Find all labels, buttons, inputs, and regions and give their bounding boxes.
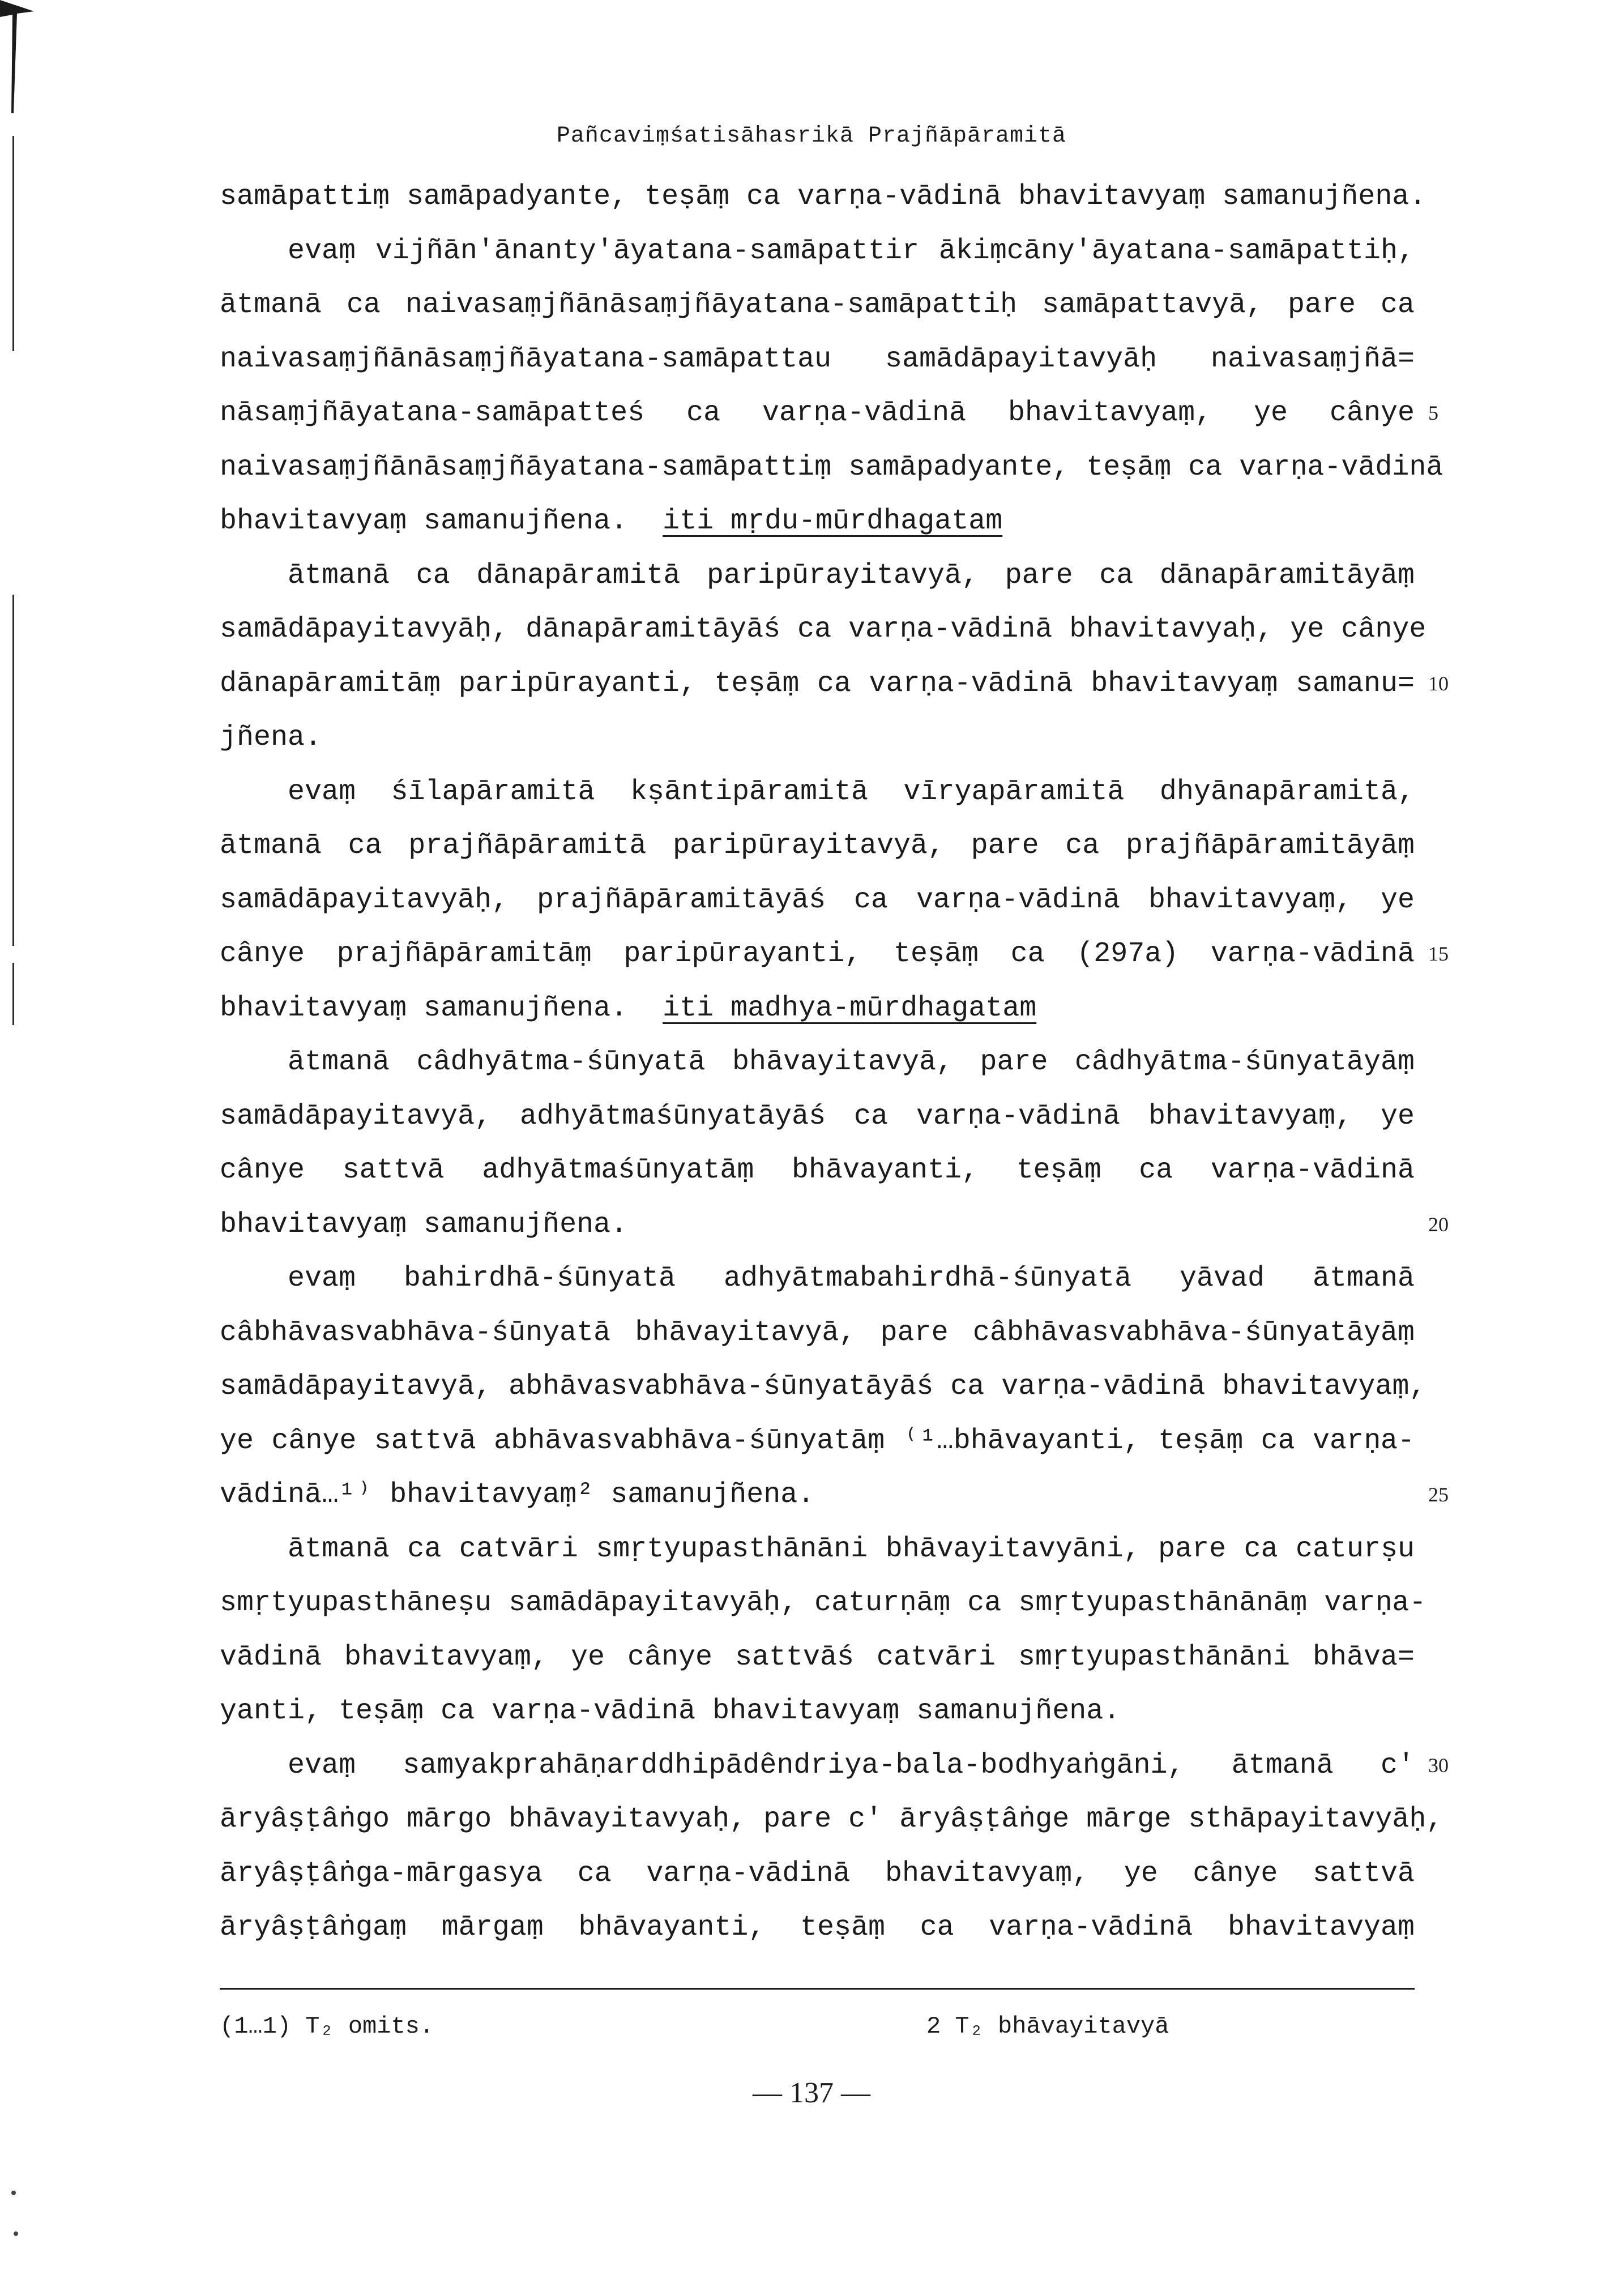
- text-line: [288, 775, 1415, 809]
- footnote-rule: [220, 1988, 1415, 1990]
- line-number: 5: [1428, 402, 1438, 424]
- line-text: āryâṣṭâṅgo mārgo bhāvayitavyaḥ, pare c' āryâṣṭâṅge mārge sthāpayitavyāḥ,: [220, 1803, 1443, 1836]
- binding-shadow: [12, 963, 14, 1025]
- line-number: 30: [1428, 1754, 1449, 1777]
- text-line: [288, 1045, 1415, 1079]
- section-marker: iti madhya-mūrdhagatam: [663, 992, 1037, 1025]
- line-text: evaṃ śīlapāramitā kṣāntipāramitā vīryapāramitā dhyānapāramitā,: [288, 776, 1415, 808]
- line-text: āryâṣṭâṅgaṃ mārgaṃ bhāvayanti, teṣāṃ ca varṇa-vādinā bhavitavyaṃ: [220, 1911, 1415, 1944]
- text-line: [220, 1695, 1415, 1729]
- line-text: cânye prajñāpāramitāṃ paripūrayanti, teṣāṃ ca (297a) varṇa-vādinā: [220, 938, 1415, 970]
- text-line: [220, 1586, 1426, 1620]
- page-speck: [11, 2191, 16, 2195]
- text-line: [220, 396, 1415, 430]
- text-line: [288, 1262, 1415, 1296]
- line-text: bhavitavyaṃ samanujñena.: [220, 1209, 628, 1241]
- line-text: ātmanā ca catvāri smṛtyupasthānāni bhāvayitavyāni, pare ca caturṣu: [288, 1533, 1415, 1565]
- line-number: 15: [1428, 942, 1449, 965]
- text-line: [220, 1370, 1426, 1404]
- line-text: câbhāvasvabhāva-śūnyatā bhāvayitavyā, pare câbhāvasvabhāva-śūnyatāyāṃ: [220, 1317, 1415, 1349]
- line-text: yanti, teṣāṃ ca varṇa-vādinā bhavitavyaṃ samanujñena.: [220, 1695, 1121, 1727]
- binding-shadow: [12, 136, 14, 351]
- text-line: [288, 234, 1415, 268]
- line-text: naivasaṃjñānāsaṃjñāyatana-samāpattau samādāpayitavyāḥ naivasaṃjñā=: [220, 343, 1415, 375]
- footnote-2: 2 T₂ bhāvayitavyā: [926, 2013, 1169, 2040]
- text-line: [220, 1857, 1415, 1891]
- line-text: āryâṣṭâṅga-mārgasya ca varṇa-vādinā bhavitavyaṃ, ye cânye sattvā: [220, 1858, 1415, 1890]
- line-text: ātmanā ca prajñāpāramitā paripūrayitavyā, pare ca prajñāpāramitāyāṃ: [220, 830, 1415, 862]
- line-text: evaṃ samyakprahāṇarddhipādêndriya-bala-bodhyaṅgāni, ātmanā c': [288, 1749, 1415, 1782]
- text-line: [220, 1100, 1415, 1134]
- line-text: bhavitavyaṃ samanujñena.: [220, 992, 628, 1025]
- line-text: dānapāramitāṃ paripūrayanti, teṣāṃ ca varṇa-vādinā bhavitavyaṃ samanu=: [220, 668, 1415, 700]
- page-corner-mark: [0, 0, 34, 113]
- line-text: samādāpayitavyā, abhāvasvabhāva-śūnyatāyāś ca varṇa-vādinā bhavitavyaṃ,: [220, 1371, 1426, 1403]
- line-text: samādāpayitavyāḥ, prajñāpāramitāyāś ca varṇa-vādinā bhavitavyaṃ, ye: [220, 884, 1415, 916]
- line-text: vādinā bhavitavyaṃ, ye cânye sattvāś catvāri smṛtyupasthānāni bhāva=: [220, 1641, 1415, 1674]
- line-text: naivasaṃjñānāsaṃjñāyatana-samāpattiṃ samāpadyante, teṣāṃ ca varṇa-vādinā: [220, 451, 1443, 484]
- section-marker: iti mṛdu-mūrdhagatam: [663, 505, 1003, 537]
- text-line: [220, 1208, 1415, 1242]
- text-line: [220, 505, 1415, 539]
- text-line: [220, 1803, 1443, 1837]
- text-line: [220, 937, 1415, 971]
- text-line: [220, 1424, 1415, 1458]
- line-text: ātmanā ca dānapāramitā paripūrayitavyā, pare ca dānapāramitāyāṃ: [288, 560, 1415, 592]
- text-line: [288, 1533, 1415, 1567]
- text-line: [220, 1316, 1415, 1350]
- text-line: [220, 288, 1415, 322]
- line-number: 10: [1428, 672, 1449, 695]
- line-text: bhavitavyaṃ samanujñena.: [220, 505, 628, 537]
- line-text: samādāpayitavyā, adhyātmaśūnyatāyāś ca varṇa-vādinā bhavitavyaṃ, ye: [220, 1100, 1415, 1133]
- text-line: [220, 1641, 1415, 1675]
- text-line: [288, 559, 1415, 593]
- binding-shadow: [12, 595, 14, 946]
- line-text: samādāpayitavyāḥ, dānapāramitāyāś ca varṇa-vādinā bhavitavyaḥ, ye cânye: [220, 613, 1426, 646]
- text-line: [220, 451, 1443, 485]
- line-number: 25: [1428, 1483, 1449, 1506]
- line-text: nāsaṃjñāyatana-samāpatteś ca varṇa-vādinā bhavitavyaṃ, ye cânye: [220, 397, 1415, 429]
- text-line: [220, 180, 1426, 214]
- page-number: — 137 —: [753, 2077, 870, 2109]
- line-text: cânye sattvā adhyātmaśūnyatāṃ bhāvayanti, teṣāṃ ca varṇa-vādinā: [220, 1154, 1415, 1187]
- text-line: [288, 1749, 1415, 1783]
- line-text: samāpattiṃ samāpadyante, teṣāṃ ca varṇa-vādinā bhavitavyaṃ samanujñena.: [220, 181, 1426, 213]
- text-line: [220, 721, 1415, 755]
- text-line: [220, 829, 1415, 863]
- line-text: ātmanā ca naivasaṃjñānāsaṃjñāyatana-samāpattiḥ samāpattavyā, pare ca: [220, 289, 1415, 321]
- text-line: [220, 1478, 1415, 1512]
- line-text: evaṃ bahirdhā-śūnyatā adhyātmabahirdhā-śūnyatā yāvad ātmanā: [288, 1262, 1415, 1295]
- line-text: ye cânye sattvā abhāvasvabhāva-śūnyatāṃ ⁽¹…bhāvayanti, teṣāṃ ca varṇa-: [220, 1425, 1415, 1457]
- text-line: [220, 1154, 1415, 1188]
- text-line: [220, 992, 1415, 1026]
- text-line: [220, 343, 1415, 377]
- line-text: vādinā…¹⁾ bhavitavyaṃ² samanujñena.: [220, 1479, 815, 1511]
- footnote-1: (1…1) T₂ omits.: [220, 2013, 434, 2040]
- text-line: [220, 1911, 1415, 1945]
- line-text: ātmanā câdhyātma-śūnyatā bhāvayitavyā, pare câdhyātma-śūnyatāyāṃ: [288, 1046, 1415, 1078]
- line-text: smṛtyupasthāneṣu samādāpayitavyāḥ, caturṇāṃ ca smṛtyupasthānānāṃ varṇa-: [220, 1587, 1426, 1619]
- page-speck: [14, 2231, 18, 2236]
- text-line: [220, 613, 1426, 647]
- line-number: 20: [1428, 1213, 1449, 1236]
- running-header: Pañcaviṃśatisāhasrikā Prajñāpāramitā: [556, 123, 1067, 149]
- line-text: evaṃ vijñān'ānanty'āyatana-samāpattir ākiṃcāny'āyatana-samāpattiḥ,: [288, 235, 1415, 267]
- text-line: [220, 667, 1415, 701]
- text-line: [220, 884, 1415, 917]
- line-text: jñena.: [220, 722, 322, 754]
